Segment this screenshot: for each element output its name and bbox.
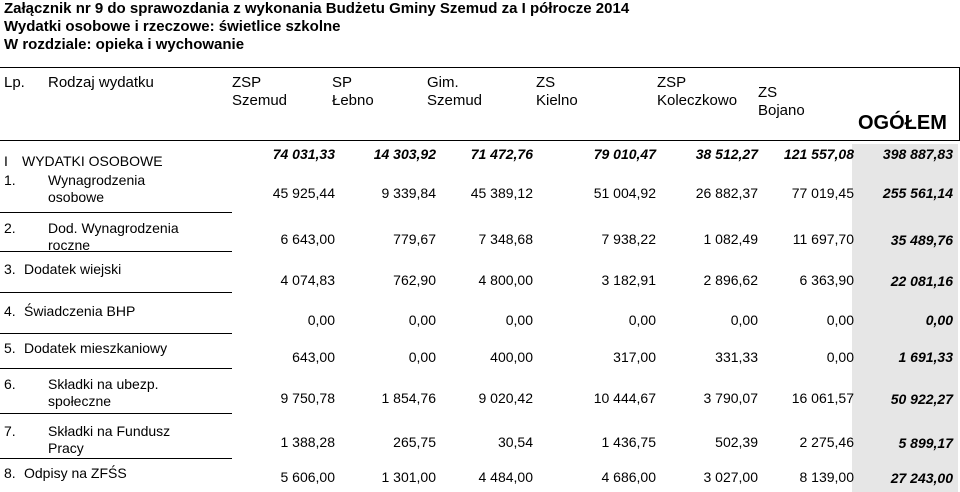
row-total: 255 561,14 (882, 185, 953, 201)
cell-value: 10 444,67 (593, 390, 656, 406)
cell-value: 121 557,08 (783, 146, 854, 162)
header-col-4: ZS Kielno (536, 74, 578, 109)
row-lp: 3. (4, 261, 16, 277)
row-divider (0, 333, 232, 334)
row-divider (0, 292, 232, 293)
row-name: Składki na Fundusz Pracy (48, 423, 171, 456)
row-divider (0, 212, 232, 213)
row-total: 50 922,27 (890, 391, 953, 407)
cell-value: 4 484,00 (478, 469, 533, 485)
cell-value: 3 790,07 (703, 390, 758, 406)
cell-value: 4 074,83 (280, 272, 335, 288)
cell-value: 38 512,27 (695, 146, 758, 162)
row-total: 398 887,83 (882, 146, 953, 162)
cell-value: 6 643,00 (280, 231, 335, 247)
cell-value: 79 010,47 (593, 146, 656, 162)
cell-value: 4 686,00 (601, 469, 656, 485)
header-lp: Lp. (4, 74, 25, 91)
row-divider (0, 413, 232, 414)
cell-value: 74 031,33 (272, 146, 335, 162)
row-lp: 5. (4, 340, 16, 356)
cell-value: 2 896,62 (703, 272, 758, 288)
cell-value: 71 472,76 (470, 146, 533, 162)
row-total: 5 899,17 (898, 435, 953, 451)
cell-value: 779,67 (393, 231, 436, 247)
header-col-2: SP Łebno (332, 74, 374, 109)
cell-value: 4 800,00 (478, 272, 533, 288)
cell-value: 0,00 (307, 312, 335, 328)
cell-value: 1 388,28 (280, 434, 335, 450)
row-lp: 8. (4, 465, 16, 481)
cell-value: 331,33 (715, 349, 758, 365)
cell-value: 0,00 (408, 349, 436, 365)
row-total: 27 243,00 (890, 470, 953, 486)
row-divider (0, 458, 232, 459)
cell-value: 502,39 (715, 434, 758, 450)
cell-value: 3 182,91 (601, 272, 656, 288)
cell-value: 762,90 (393, 272, 436, 288)
header-col-1: ZSP Szemud (232, 74, 288, 109)
cell-value: 0,00 (826, 312, 854, 328)
cell-value: 7 348,68 (478, 231, 533, 247)
header-bottom-border (0, 140, 960, 141)
row-lp: 1. (4, 172, 16, 188)
row-name: Dodatek mieszkaniowy (24, 340, 168, 356)
cell-value: 0,00 (730, 312, 758, 328)
row-name: WYDATKI OSOBOWE (22, 153, 163, 169)
row-total: 0,00 (925, 312, 953, 328)
row-lp: 2. (4, 220, 16, 236)
row-divider (0, 368, 232, 369)
cell-value: 16 061,57 (791, 390, 854, 406)
cell-value: 265,75 (393, 434, 436, 450)
cell-value: 9 020,42 (478, 390, 533, 406)
row-name: Wynagrodzenia osobowe (48, 172, 146, 205)
cell-value: 26 882,37 (695, 185, 758, 201)
row-name: Świadczenia BHP (24, 303, 136, 319)
cell-value: 0,00 (408, 312, 436, 328)
cell-value: 9 339,84 (381, 185, 436, 201)
report-subtitle: Wydatki osobowe i rzeczowe: świetlice szkolne (4, 18, 341, 35)
cell-value: 400,00 (490, 349, 533, 365)
cell-value: 11 697,70 (792, 231, 854, 247)
report-title: Załącznik nr 9 do sprawozdania z wykonania Budżetu Gminy Szemud za I półrocze 2014 (4, 0, 630, 17)
cell-value: 1 082,49 (703, 231, 758, 247)
cell-value: 51 004,92 (593, 185, 656, 201)
table-top-border (0, 67, 960, 68)
row-lp: I (4, 153, 8, 169)
cell-value: 8 139,00 (799, 469, 854, 485)
cell-value: 0,00 (826, 349, 854, 365)
row-total: 1 691,33 (898, 349, 953, 365)
cell-value: 7 938,22 (601, 231, 656, 247)
row-total: 22 081,16 (890, 273, 953, 289)
cell-value: 6 363,90 (799, 272, 854, 288)
cell-value: 14 303,92 (373, 146, 436, 162)
row-total: 35 489,76 (890, 232, 953, 248)
row-lp: 4. (4, 303, 16, 319)
cell-value: 1 301,00 (381, 469, 436, 485)
cell-value: 9 750,78 (280, 390, 335, 406)
row-lp: 7. (4, 423, 16, 439)
row-name: Dodatek wiejski (24, 261, 122, 277)
cell-value: 3 027,00 (703, 469, 758, 485)
header-col-3: Gim. Szemud (427, 74, 483, 109)
header-col-5: ZSP Koleczkowo (657, 74, 738, 109)
cell-value: 5 606,00 (280, 469, 335, 485)
cell-value: 643,00 (292, 349, 335, 365)
row-name: Składki na ubezp. społeczne (48, 376, 159, 409)
header-total: OGÓŁEM (858, 112, 947, 134)
row-name: Odpisy na ZFŚS (24, 465, 127, 481)
cell-value: 0,00 (505, 312, 533, 328)
cell-value: 45 389,12 (470, 185, 533, 201)
cell-value: 1 436,75 (601, 434, 656, 450)
cell-value: 0,00 (628, 312, 656, 328)
report-section: W rozdziale: opieka i wychowanie (4, 36, 245, 53)
row-divider (0, 251, 232, 252)
header-rodzaj: Rodzaj wydatku (48, 74, 154, 91)
cell-value: 1 854,76 (381, 390, 436, 406)
cell-value: 45 925,44 (272, 185, 335, 201)
cell-value: 30,54 (497, 434, 533, 450)
row-name: Dod. Wynagrodzenia roczne (48, 220, 179, 253)
row-lp: 6. (4, 376, 16, 392)
cell-value: 2 275,46 (799, 434, 854, 450)
cell-value: 77 019,45 (791, 185, 854, 201)
cell-value: 317,00 (613, 349, 656, 365)
header-col-6: ZS Bojano (758, 84, 805, 119)
